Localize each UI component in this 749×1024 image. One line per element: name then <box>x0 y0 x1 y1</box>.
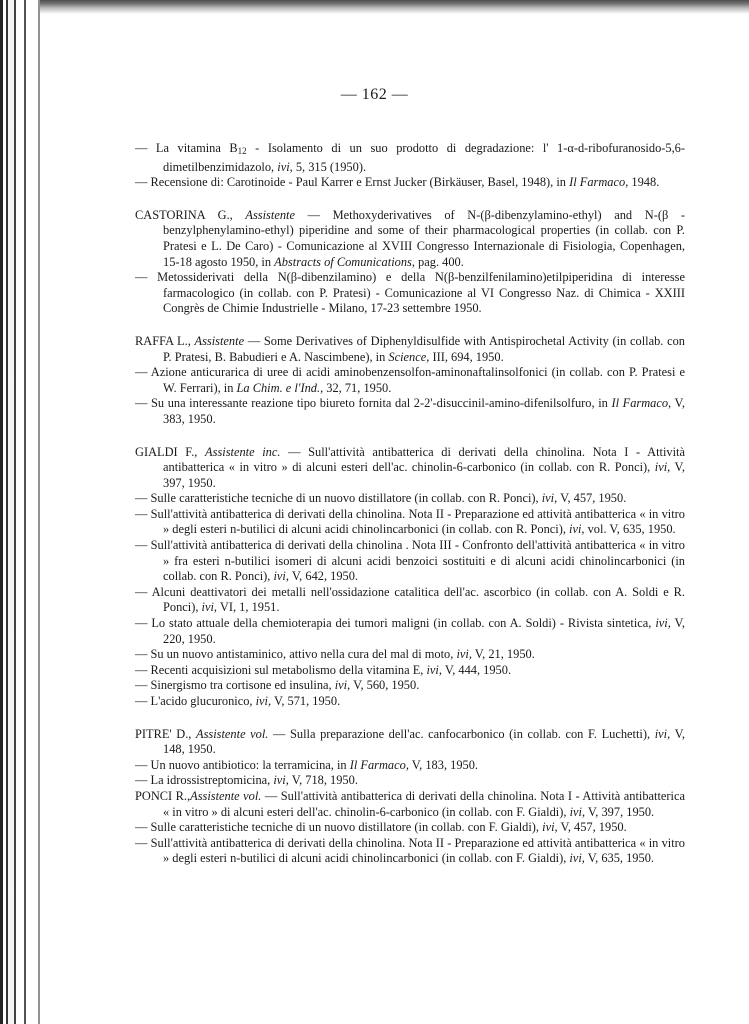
entry-dash: — <box>135 757 151 772</box>
entry-text: , pag. 400. <box>411 254 464 269</box>
citation-italic: ivi, <box>569 804 586 819</box>
subscript: 12 <box>237 146 247 156</box>
entry-text: Sull'attività antibatterica di derivati della chinolina . Nota III - Confronto dell'attività antibatterica « in vitro » fra esteri n-butilici isomeri di alcuni acidi benzoici sostituiti e di alcuni acidi chinolincarbonici (in collab. con R. Ponci), <box>150 538 685 584</box>
entry-dash: — <box>135 835 151 850</box>
bibliography-entry <box>135 678 685 694</box>
entry-text: , 5, 315 (1950). <box>289 159 367 174</box>
entry-text: vol. V, 635, 1950. <box>584 522 676 537</box>
entry-text: V, 21, 1950. <box>471 647 535 662</box>
entry-text: 1948. <box>628 175 660 190</box>
bibliography-entry <box>135 334 685 365</box>
citation-italic: ivi, <box>654 726 671 741</box>
entry-text: Sulle caratteristiche tecniche di un nuovo distillatore (in collab. con R. Ponci), <box>150 491 542 506</box>
entry-text: — Sulla preparazione dell'ac. canfocarbonico (in collab. con F. Luchetti), <box>268 726 655 741</box>
bibliography-entry <box>135 507 685 538</box>
bibliography-entry <box>135 616 685 647</box>
entry-dash: — <box>135 175 151 190</box>
entry-text: Recenti acquisizioni sul metabolismo della vitamina E, <box>150 662 427 677</box>
entry-text: III, 694, 1950. <box>429 349 504 364</box>
citation-italic: ivi, <box>654 460 671 475</box>
citation-italic: ivi, <box>541 491 558 506</box>
bibliography-entry <box>135 538 685 585</box>
entry-text: 32, 71, 1950. <box>323 380 392 395</box>
entry-text: V, 220, 1950. <box>163 616 685 646</box>
author-role: Assistente vol. <box>196 726 269 741</box>
citation-italic: ivi, <box>334 678 351 693</box>
entry-text: La vitamina B <box>155 141 238 155</box>
entry-text: Azione anticurarica di uree di acidi aminobenzensolfon-aminonaftalinsolfonici (in collab. con P. Pratesi e W. Ferrari), in <box>150 365 685 395</box>
entry-dash: — <box>135 694 151 708</box>
author-name: PITRE' D., <box>135 726 197 741</box>
bibliography-entry <box>135 365 685 396</box>
entry-text: V, 183, 1950. <box>408 757 479 772</box>
entry-text: — Sull'attività antibatterica di derivati della chinolina. Nota I - Attività antibatterica « in vitro » di alcuni esteri dell'ac. chinolin-6-carbonico (in collab. con F. Gialdi), <box>163 788 685 819</box>
entry-dash: — <box>135 616 152 631</box>
citation-italic: Il Farmaco, <box>611 396 672 411</box>
bibliography-entry <box>135 208 685 270</box>
bibliography-entry <box>135 270 685 317</box>
entry-dash: — <box>135 678 151 693</box>
author-name: PONCI R., <box>135 788 191 803</box>
scan-binding-edge <box>0 0 42 1024</box>
citation-italic: Science, <box>388 349 430 364</box>
entry-text: V, 635, 1950. <box>584 851 654 866</box>
citation-italic: ivi, <box>426 662 442 677</box>
entry-text: Sull'attività antibatterica di derivati della chinolina. Nota II - Preparazione ed attività antibatterica « in vitro » degli esteri n-butilici di alcuni acidi chinolincarbonici (in collab. con F. Gialdi), <box>150 835 685 866</box>
entry-text: Sull'attività antibatterica di derivati della chinolina. Nota II - Preparazione ed attività antibatterica « in vitro » degli esteri n-butilici di alcuni acidi chinolincarbonici (in collab. con R. Ponci), <box>150 506 685 537</box>
entry-text: V, 397, 1950. <box>585 804 655 819</box>
citation-italic: ivi, <box>456 647 472 662</box>
citation-italic: ivi, <box>569 851 585 866</box>
citation-italic: ivi, <box>655 616 671 631</box>
entry-dash: — <box>135 396 151 411</box>
author-role: Assistente inc. <box>205 444 281 459</box>
entry-text: — Sull'attività antibatterica di derivati della chinolina. Nota I - Attività antibatterica « in vitro » di alcuni esteri dell'ac. chinolin-6-carbonico (in collab. con R. Ponci), <box>163 444 685 475</box>
entry-text: V, 718, 1950. <box>288 773 358 788</box>
entry-dash: — <box>135 647 151 662</box>
entry-text: VI, 1, 1951. <box>217 600 280 615</box>
scan-top-shadow <box>40 0 749 14</box>
page-number: — 162 — <box>340 86 409 103</box>
author-role: Assistente <box>245 207 295 222</box>
bibliography-entry <box>135 773 685 789</box>
author-section <box>135 445 685 710</box>
bibliography-entry <box>135 647 685 663</box>
entry-text: La idrossistreptomicina, <box>150 773 274 788</box>
author-section <box>135 334 685 428</box>
entry-text: V, 457, 1950. <box>557 820 627 835</box>
author-name: RAFFA L., <box>135 333 195 348</box>
entry-text: V, 397, 1950. <box>163 460 685 490</box>
citation-italic: La Chim. e l'Ind., <box>236 380 324 395</box>
author-role: Assistente <box>194 333 245 348</box>
entry-text: V, 457, 1950. <box>557 491 627 506</box>
entry-text: Metossiderivati della N(β-dibenzilamino) e della N(β-benzilfenilamino)etilpiperidina di interesse farmacologico (in collab. con P. Pratesi) - Comunicazione al VI Congresso Naz. di Chimica - XXIII Congrès de Chimie Industrielle - Milano, 17-23 settembre 1950. <box>157 270 685 316</box>
bibliography-entry <box>135 445 685 492</box>
entry-text: V, 148, 1950. <box>163 726 686 757</box>
entry-text: V, 571, 1950. <box>271 694 341 708</box>
bibliography-entry <box>135 396 685 427</box>
citation-italic: ivi <box>277 159 290 174</box>
entry-text: Un nuovo antibiotico: la terramicina, in <box>150 757 350 772</box>
entry-dash: — <box>135 584 152 599</box>
citation-italic: Il Farmaco, <box>349 757 409 772</box>
entry-text: — Some Derivatives of Diphenyldisulfide with Antispirochetal Activity (in collab. con P. Pratesi, B. Babudieri e A. Nascimbene), in <box>163 333 685 364</box>
entry-text: V, 560, 1950. <box>350 678 420 693</box>
entry-text: Su una interessante reazione tipo biureto fornita dal 2-2'-disuccinil-amino-difenilsolfuro, in <box>151 396 612 411</box>
bibliography-entry <box>135 758 685 774</box>
citation-italic: ivi, <box>569 522 585 537</box>
citation-italic: Abstracts of Comunications <box>274 254 412 269</box>
entry-text: Sinergismo tra cortisone ed insulina, <box>150 678 335 693</box>
entry-text: V, 383, 1950. <box>163 396 685 426</box>
entry-dash: — <box>135 270 158 285</box>
citation-italic: ivi, <box>255 694 272 708</box>
entry-dash: — <box>135 491 151 506</box>
bibliography-entry <box>135 175 685 191</box>
entry-dash: — <box>135 365 151 380</box>
bibliography-list <box>135 141 685 867</box>
entry-text: Sulle caratteristiche tecniche di un nuovo distillatore (in collab. con F. Gialdi), <box>150 820 543 835</box>
entry-dash: — <box>135 506 151 521</box>
citation-italic: ivi, <box>273 569 289 584</box>
entry-text: Recensione di: Carotinoide - Paul Karrer e Ernst Jucker (Birkäuser, Basel, 1948), in <box>150 175 570 190</box>
entry-text: V, 444, 1950. <box>441 662 512 677</box>
entry-text: Lo stato attuale della chemioterapia dei tumori maligni (in collab. con A. Soldi) - Rivista sintetica, <box>151 616 656 631</box>
citation-italic: ivi, <box>542 820 558 835</box>
author-name: GIALDI F., <box>135 444 206 459</box>
entry-text: - Isolamento di un suo prodotto di degradazione: l' 1-α-d-ribofuranosido-5,6-dimetilbenzimidazolo, <box>163 141 686 174</box>
entry-dash: — <box>135 538 151 553</box>
bibliography-entry <box>135 694 685 710</box>
bibliography-entry <box>135 789 685 820</box>
citation-italic: Il Farmaco, <box>569 175 629 190</box>
entry-text: Su un nuovo antistaminico, attivo nella cura del mal di moto, <box>150 647 457 662</box>
author-section <box>135 208 685 317</box>
entry-dash: — <box>135 820 151 835</box>
bibliography-entry <box>135 836 685 867</box>
bibliography-entry <box>135 585 685 616</box>
entry-text: V, 642, 1950. <box>288 569 359 584</box>
entry-text: Alcuni deattivatori dei metalli nell'ossidazione catalitica dell'ac. ascorbico (in collab. con A. Soldi e R. Ponci), <box>151 584 685 615</box>
entry-dash: — <box>135 773 151 788</box>
author-section <box>135 727 685 789</box>
author-role: Assistente vol. <box>190 788 262 803</box>
citation-italic: ivi, <box>273 773 289 788</box>
entry-text: L'acido glucuronico, <box>150 694 256 708</box>
citation-italic: ivi, <box>201 600 218 615</box>
bibliography-entry <box>135 663 685 679</box>
author-section <box>135 141 685 191</box>
bibliography-entry <box>135 141 685 175</box>
bibliography-entry <box>135 727 685 758</box>
author-section <box>135 789 685 867</box>
bibliography-entry <box>135 820 685 836</box>
bibliography-entry <box>135 491 685 507</box>
author-name: CASTORINA G., <box>135 207 246 222</box>
entry-text: — Methoxyderivatives of N-(β-dibenzylamino-ethyl) and N-(β -benzylphenylamino-ethyl) piperidine and some of their pharmacological properties (in collab. con P. Pratesi e L. De Caro) - Comunicazione al XVIII Congresso Internazionale di Fisiologia, Copenhagen, 15-18 agosto 1950, in <box>163 207 685 269</box>
entry-dash: — <box>135 662 151 677</box>
entry-dash: — <box>135 141 156 155</box>
